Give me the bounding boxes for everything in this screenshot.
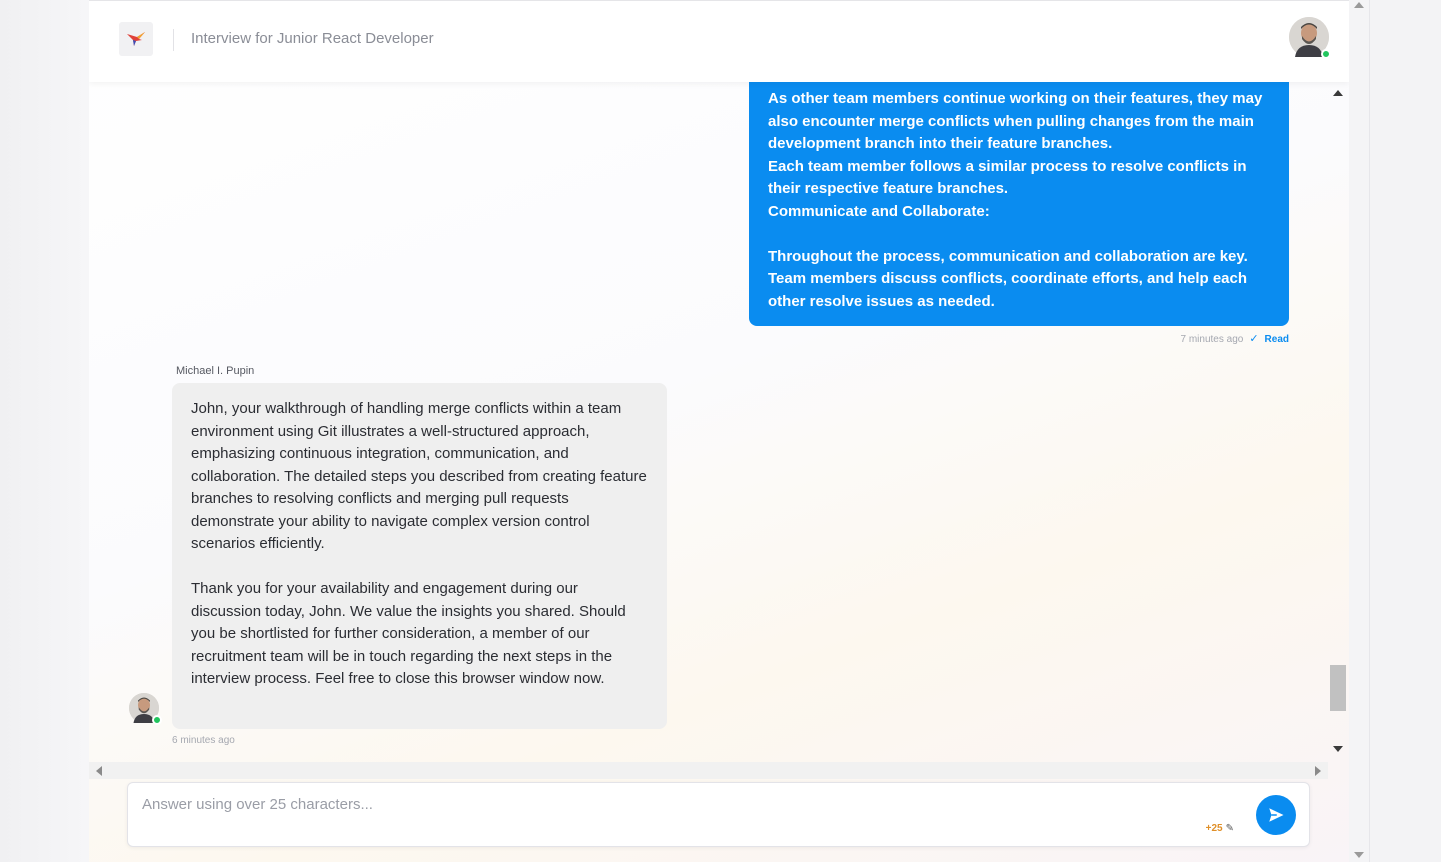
incoming-message-bubble [172, 383, 667, 729]
online-status-dot [1321, 49, 1331, 59]
page-scroll-down-icon[interactable] [1354, 852, 1364, 858]
chat-app [89, 0, 1349, 862]
sender-name: Michael I. Pupin [176, 365, 255, 377]
answer-input[interactable] [142, 793, 1232, 815]
message-timestamp: 7 minutes ago [1180, 334, 1244, 345]
page-scroll-up-icon[interactable] [1354, 2, 1364, 8]
check-icon: ✓ [1249, 333, 1259, 345]
message-paragraph: Communicate and Collaborate: [768, 202, 990, 220]
horizontal-scrollbar[interactable] [89, 762, 1328, 779]
message-timestamp: 6 minutes ago [172, 735, 235, 746]
header [89, 0, 1349, 82]
message-paragraph: As other team members continue working on their features, they may also encounter merge conflicts when pulling changes from the main development branch into their feature branches. [768, 90, 1267, 152]
message-composer [127, 782, 1310, 847]
message-paragraph: John, your walkthrough of handling merge conflicts within a team environment using Git illustrates a well-structured approach, emphasizing continuous integration, communication, and collaboration. The detailed steps you described from creating feature branches to resolving conflicts and merging pull requests demonstrate your ability to navigate complex version control scenarios efficiently. [191, 400, 647, 552]
message-list-scrollbar[interactable] [1328, 82, 1349, 762]
message-paragraph: Thank you for your availability and engagement during our discussion today, John. We value the insights you shared. Should you be shortlisted for further consideration, a member of our recruitment team will be in touch regarding the next steps in the interview process. Feel free to close this browser window now. [191, 580, 626, 687]
scroll-left-icon[interactable] [96, 766, 102, 776]
outgoing-message-meta [1181, 332, 1290, 345]
character-counter [1206, 823, 1234, 834]
send-icon [1267, 806, 1285, 824]
outgoing-message-bubble [749, 82, 1289, 326]
message-paragraph: Throughout the process, communication and collaboration are key. Team members discuss conflicts, coordinate efforts, and help each other resolve issues as needed. [768, 247, 1252, 310]
user-avatar[interactable] [1289, 17, 1329, 57]
scroll-right-icon[interactable] [1315, 766, 1321, 776]
online-status-dot [152, 715, 162, 725]
bird-logo-icon[interactable] [119, 22, 153, 56]
page-title: Interview for Junior React Developer [191, 30, 434, 47]
send-button[interactable] [1256, 795, 1296, 835]
right-gutter [1369, 0, 1441, 862]
character-count: +25 [1205, 823, 1223, 834]
scrollbar-thumb[interactable] [1330, 665, 1346, 711]
message-paragraph: Each team member follows a similar process to resolve conflicts in their respective feature branches. [768, 157, 1251, 197]
sender-avatar[interactable] [129, 693, 159, 723]
message-paragraph [768, 223, 1270, 246]
scroll-up-icon[interactable] [1333, 90, 1343, 96]
pen-icon: ✎ [1225, 823, 1234, 834]
page-scrollbar[interactable] [1349, 0, 1369, 862]
scroll-down-icon[interactable] [1333, 746, 1343, 752]
header-divider [173, 29, 174, 51]
message-list[interactable] [89, 82, 1328, 762]
read-status: Read [1264, 334, 1289, 345]
